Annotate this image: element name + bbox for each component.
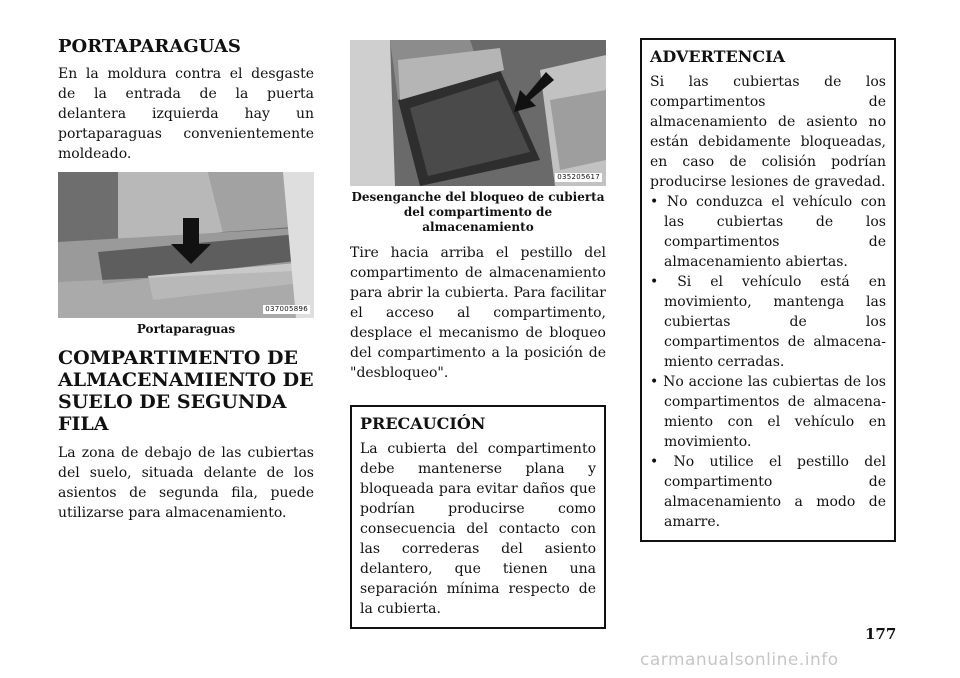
umbrella-holder-heading: PORTAPARAGUAS (58, 36, 241, 57)
watermark: carmanualsonline.info (640, 650, 839, 670)
left-column (58, 36, 314, 523)
latch-instructions: Tire hacia arriba el pestillo del compartimento de almacenamiento para abrir la cubierta. Para facilitar el acceso al compartimento, desplace el mecanismo de bloqueo del compartimento a la posición de "desbloqueo". (350, 245, 606, 381)
warning-list (650, 192, 886, 532)
umbrella-holder-caption: Portaparaguas (136, 322, 236, 336)
warning-item: • No accione las cubiertas de los compartimentos de almacenamiento con el vehículo en movimiento. (650, 372, 886, 452)
warning-box (640, 38, 896, 542)
latch-caption: Desenganche del bloqueo de cubierta del compartimento de almacenamiento (351, 190, 605, 234)
storage-section-heading: COMPARTIMENTO DE ALMACENAMIENTO DE SUELO DE SEGUNDA FILA (58, 347, 314, 435)
umbrella-holder-photo (58, 172, 314, 318)
warning-item: • Si el vehículo está en movimiento, mantenga las cubiertas de los compartimentos de almacenamiento cerradas. (650, 272, 886, 372)
image-code: 037005896 (265, 305, 308, 313)
warning-title: ADVERTENCIA (650, 47, 785, 66)
right-column (640, 38, 896, 542)
image-code: 035205617 (557, 173, 600, 181)
storage-compartment-illustration (350, 40, 606, 186)
storage-latch-photo (350, 40, 606, 186)
caution-text: La cubierta del compartimento debe mantenerse plana y bloqueada para evitar daños que podrían producirse como consecuencia del contacto con las correderas del asiento delantero, que tienen una separación mínima respecto de la cubierta. (360, 441, 596, 617)
door-sill-illustration (58, 172, 314, 318)
storage-section-text: La zona de debajo de las cubiertas del suelo, situada delante de los asientos de segunda fila, puede utilizarse para almacenamiento. (58, 445, 314, 521)
middle-column (350, 40, 606, 629)
caution-box (350, 405, 606, 629)
umbrella-holder-intro: En la moldura contra el desgaste de la entrada de la puerta delantera izquierda hay un portaparaguas convenientemente moldeado. (58, 66, 314, 162)
warning-item: • No utilice el pestillo del compartimento de almacenamiento a modo de amarre. (650, 452, 886, 532)
warning-item: • No conduzca el vehículo con las cubiertas de los compartimentos de almacenamiento abiertas. (650, 192, 886, 272)
warning-intro: Si las cubiertas de los compartimentos de almacenamiento de asiento no están debidamente bloqueadas, en caso de colisión podrían producirse lesiones de gravedad. (650, 74, 886, 190)
page-number: 177 (865, 625, 897, 643)
caution-title: PRECAUCIÓN (360, 414, 486, 433)
